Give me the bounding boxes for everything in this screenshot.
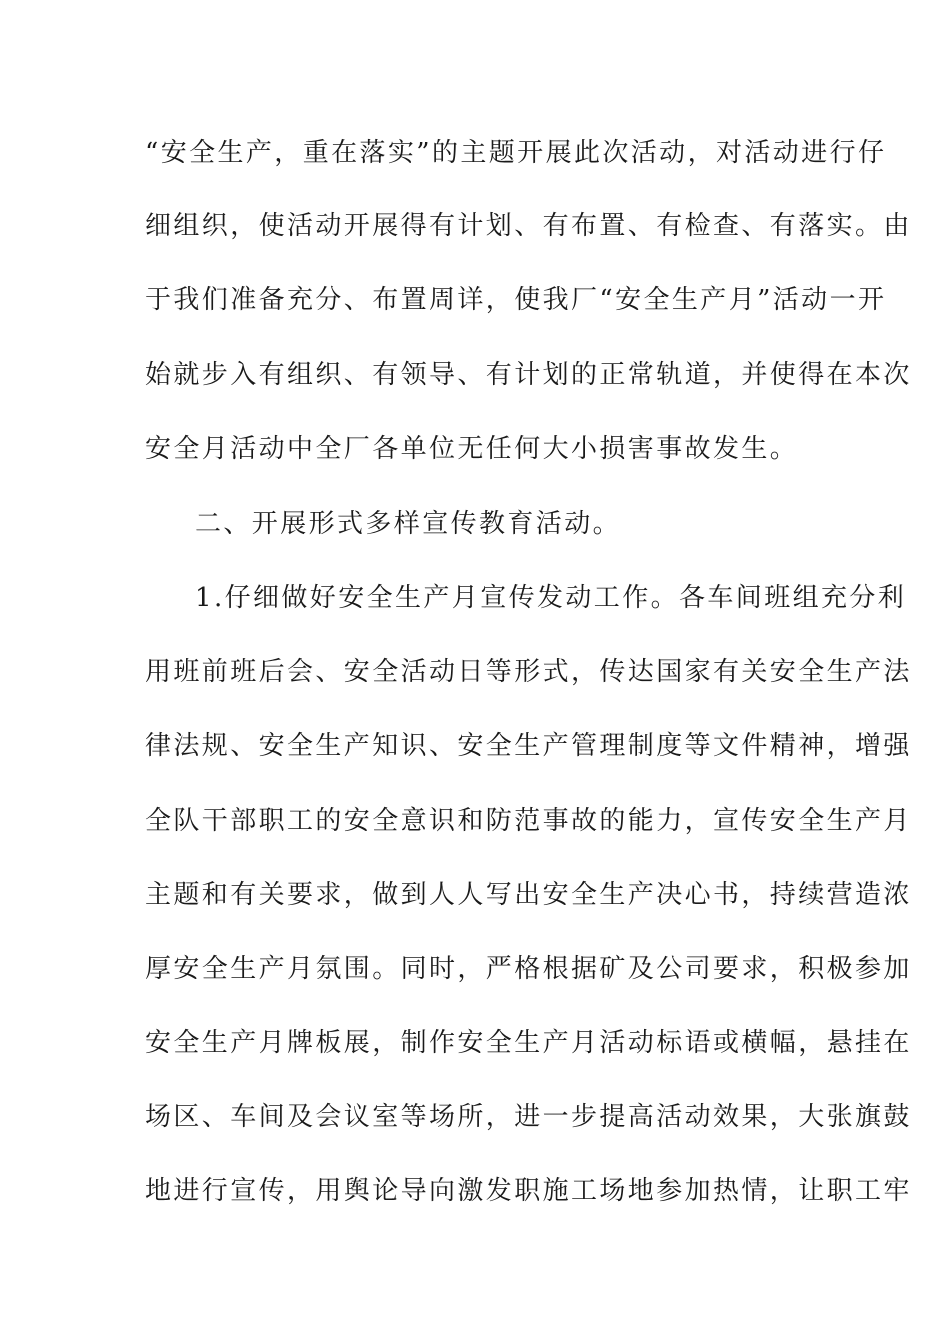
paragraph-line-11: 主题和有关要求，做到人人写出安全生产决心书，持续营造浓 xyxy=(145,880,912,910)
paragraph-line-12: 厚安全生产月氛围。同时，严格根据矿及公司要求，积极参加 xyxy=(145,954,912,984)
paragraph-line-3: 于我们准备充分、布置周详，使我厂“安全生产月”活动一开 xyxy=(145,285,887,315)
paragraph-line-1: “安全生产，重在落实”的主题开展此次活动，对活动进行仔 xyxy=(145,138,887,168)
paragraph-line-2: 细组织，使活动开展得有计划、有布置、有检查、有落实。由 xyxy=(145,211,912,241)
paragraph-line-7: 1.仔细做好安全生产月宣传发动工作。各车间班组充分利 xyxy=(195,583,907,613)
paragraph-line-5: 安全月活动中全厂各单位无任何大小损害事故发生。 xyxy=(145,434,799,464)
paragraph-line-9: 律法规、安全生产知识、安全生产管理制度等文件精神，增强 xyxy=(145,731,912,761)
paragraph-line-8: 用班前班后会、安全活动日等形式，传达国家有关安全生产法 xyxy=(145,657,912,687)
paragraph-line-13: 安全生产月牌板展，制作安全生产月活动标语或横幅，悬挂在 xyxy=(145,1028,912,1058)
paragraph-line-4: 始就步入有组织、有领导、有计划的正常轨道，并使得在本次 xyxy=(145,360,912,390)
paragraph-line-10: 全队干部职工的安全意识和防范事故的能力，宣传安全生产月 xyxy=(145,806,912,836)
paragraph-line-15: 地进行宣传，用舆论导向激发职施工场地参加热情，让职工牢 xyxy=(145,1176,912,1206)
paragraph-line-14: 场区、车间及会议室等场所，进一步提高活动效果，大张旗鼓 xyxy=(145,1102,912,1132)
section-heading: 二、开展形式多样宣传教育活动。 xyxy=(195,509,622,539)
